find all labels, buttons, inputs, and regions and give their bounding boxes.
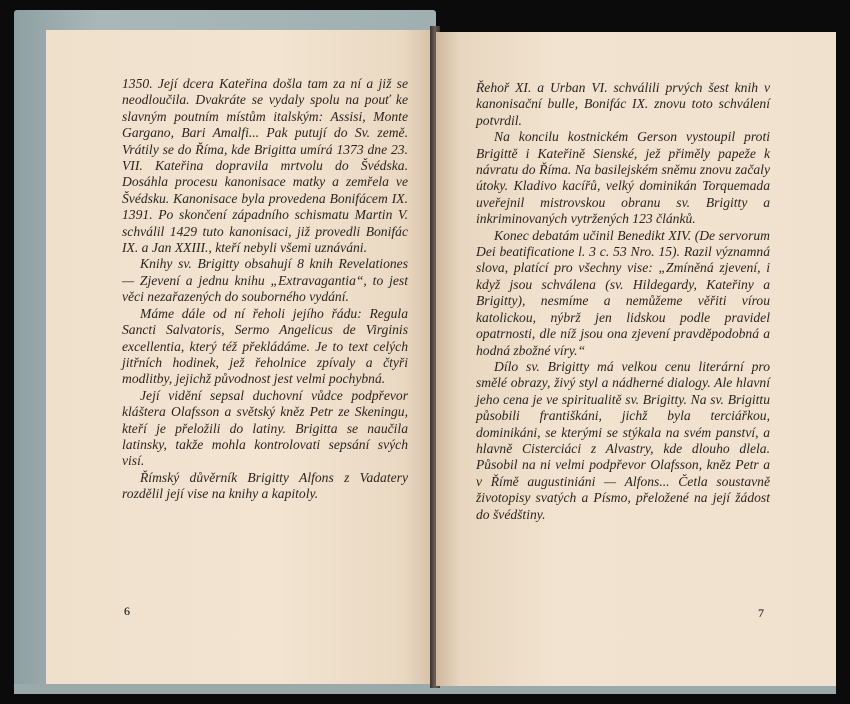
paragraph: Konec debatám učinil Benedikt XIV. (De servorum Dei beatificatione l. 3 c. 53 Nro. 15). Razil významná slova, platící pro všechny vise: „Zmíněná zjevení, i když jsou schválena (sv. Hildegardy, Kateřiny a Brigitty), nesmíme a nemůžeme věřiti vírou katolickou, nýbrž jen lidskou podle pravidel opatrnosti, dle níž jsou ona zjevení pravděpodobná a hodná zbožné víry.“	[476, 227, 770, 358]
left-page-number: 6	[124, 604, 130, 618]
right-page	[436, 32, 836, 686]
paragraph: Její vidění sepsal duchovní vůdce podpřevor kláštera Olafsson a světský kněz Petr ze Skeningu, kteří je přeložili do latiny. Brigitta se naučila latinsky, takže mohla kontrolovati sepsání svých visí.	[122, 387, 408, 469]
right-page-text	[476, 80, 770, 523]
paragraph: Knihy sv. Brigitty obsahují 8 knih Revelationes — Zjevení a jednu knihu „Extravagantia“, to jest věci nezařazených do souborného vydání.	[122, 256, 408, 305]
paragraph: Máme dále od ní řeholi jejího řádu: Regula Sancti Salvatoris, Sermo Angelicus de Virginis excellentia, který též překládáme. Je to text celých jitřních hodinek, jež řeholnice zpívaly a čtyři modlitby, jejichž původnost jest velmi pochybná.	[122, 305, 408, 387]
left-page	[46, 30, 434, 684]
paragraph: Římský důvěrník Brigitty Alfons z Vadatery rozdělil její vise na knihy a kapitoly.	[122, 469, 408, 502]
paragraph: Řehoř XI. a Urban VI. schválili prvých šest knih v kanonisační bulle, Bonifác IX. znovu toto schválení potvrdil.	[476, 80, 770, 128]
left-page-text	[122, 76, 408, 503]
paragraph: Dílo sv. Brigitty má velkou cenu literární pro smělé obrazy, živý styl a nádherné dialogy. Ale hlavní jeho cena je ve spiritualitě sv. Brigitty. Na sv. Brigittu působili františkáni, jichž byla terciářkou, dominikáni, se kterými se stýkala na svém panství, a hlavně Cisterciáci z Alvastry, kde dlouho dlela. Působil na ni velmi podpřevor Olafsson, kněz Petr a v Římě augustiniáni — Alfons... Četla soustavně životopisy svatých a Písmo, přeložené na její žádost do švédštiny.	[476, 358, 770, 522]
paragraph: Na koncilu kostnickém Gerson vystoupil proti Brigittě i Kateřině Sienské, jež přiměly papeže k návratu do Říma. Na basilejském sněmu znovu začaly útoky. Kladivo kacířů, velký dominikán Torquemada uveřejnil mistrovskou obranu sv. Brigitty a inkriminovaných vytržených 123 článků.	[476, 129, 770, 227]
paragraph: 1350. Její dcera Kateřina došla tam za ní a již se neodloučila. Dvakráte se vydaly spolu na pouť ke slavným poutním místům italským: Assisi, Monte Gargano, Bari Amalfi... Pak putují do Sv. země. Vrátily se do Říma, kde Brigitta umírá 1373 dne 23. VII. Kateřina dopravila mrtvolu do Švédska. Dosáhla procesu kanonisace matky a zemřela ve Švédsku. Kanonisace byla provedena Bonifácem IX. 1391. Po skončení západního schismatu Martin V. schválil 1429 tuto kanonisaci, již provedli Bonifác IX. a Jan XXIII., kteří nebyli všemi uznáváni.	[122, 76, 408, 256]
right-page-number: 7	[758, 606, 764, 620]
